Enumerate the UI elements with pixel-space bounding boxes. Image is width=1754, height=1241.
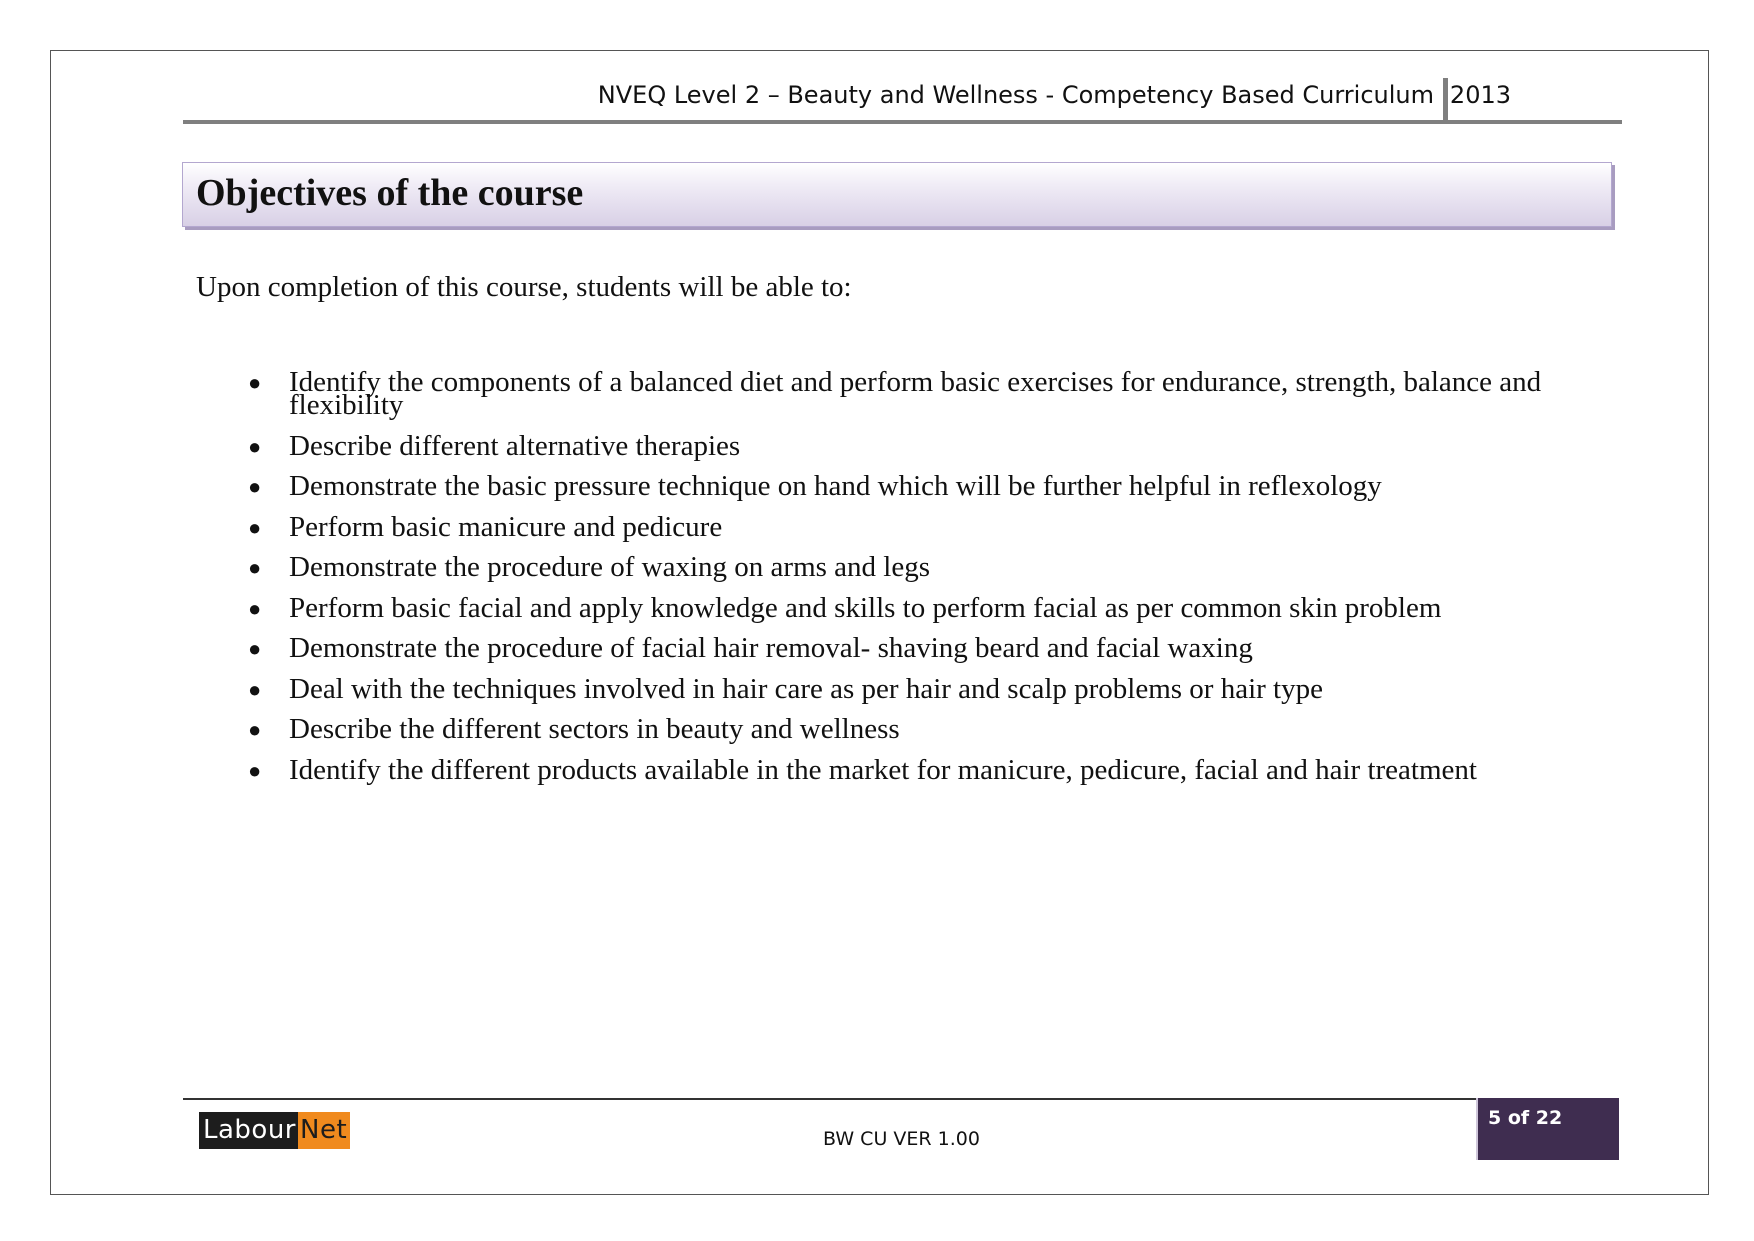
header-year: 2013 [1449,81,1511,109]
bullet-icon: ● [248,757,262,783]
header-title: NVEQ Level 2 – Beauty and Wellness - Competency Based Curriculum [597,81,1434,109]
list-item-text: Demonstrate the basic pressure technique on hand which will be further helpful in reflexology [289,470,1382,502]
list-item [240,366,1580,421]
bullet-icon: ● [248,474,262,499]
list-item-text: Deal with the techniques involved in hair care as per hair and scalp problems or hair type [289,672,1323,705]
section-heading: Objectives of the course [196,172,584,214]
bullet-icon: ● [248,676,262,702]
list-item [240,632,1580,664]
bullet-icon: ● [248,636,262,661]
intro-text: Upon completion of this course, students will be able to: [196,271,852,303]
labournet-logo [199,1112,350,1149]
list-item [240,510,1580,543]
bullet-icon: ● [248,370,262,395]
list-item-text: Demonstrate the procedure of waxing on arms and legs [289,551,931,583]
list-item-text: Perform basic facial and apply knowledge and skills to perform facial as per common skin problem [289,591,1442,624]
list-item [240,672,1580,705]
list-item-text: Identify the different products available in the market for manicure, pedicure, facial and hair treatment [289,753,1477,786]
logo-text-dark: Labour [199,1112,298,1149]
document-version: BW CU VER 1.00 [823,1128,980,1150]
bullet-icon: ● [248,595,262,621]
section-heading-band [182,162,1612,227]
list-item [240,551,1580,583]
objectives-list [240,366,1580,799]
list-item-text: Describe the different sectors in beauty and wellness [289,713,900,745]
bullet-icon: ● [248,717,262,742]
bullet-icon: ● [248,514,262,540]
page-header [183,78,1622,122]
bullet-icon: ● [248,433,262,459]
list-item [240,753,1580,786]
list-item [240,470,1580,502]
list-item-text: Describe different alternative therapies [289,429,741,462]
header-divider [1443,78,1448,122]
list-item-text: Perform basic manicure and pedicure [289,510,723,543]
bullet-icon: ● [248,555,262,580]
page-number-box [1476,1098,1619,1160]
list-item [240,591,1580,624]
list-item-text: Identify the components of a balanced diet and perform basic exercises for endurance, strength, balance and flexibility [289,366,1542,421]
page-number: 5 of 22 [1488,1107,1563,1129]
logo-text-orange: Net [298,1112,350,1149]
footer-rule [183,1098,1619,1100]
header-rule [183,120,1622,124]
list-item [240,429,1580,462]
list-item-text: Demonstrate the procedure of facial hair removal- shaving beard and facial waxing [289,632,1253,664]
list-item [240,713,1580,745]
